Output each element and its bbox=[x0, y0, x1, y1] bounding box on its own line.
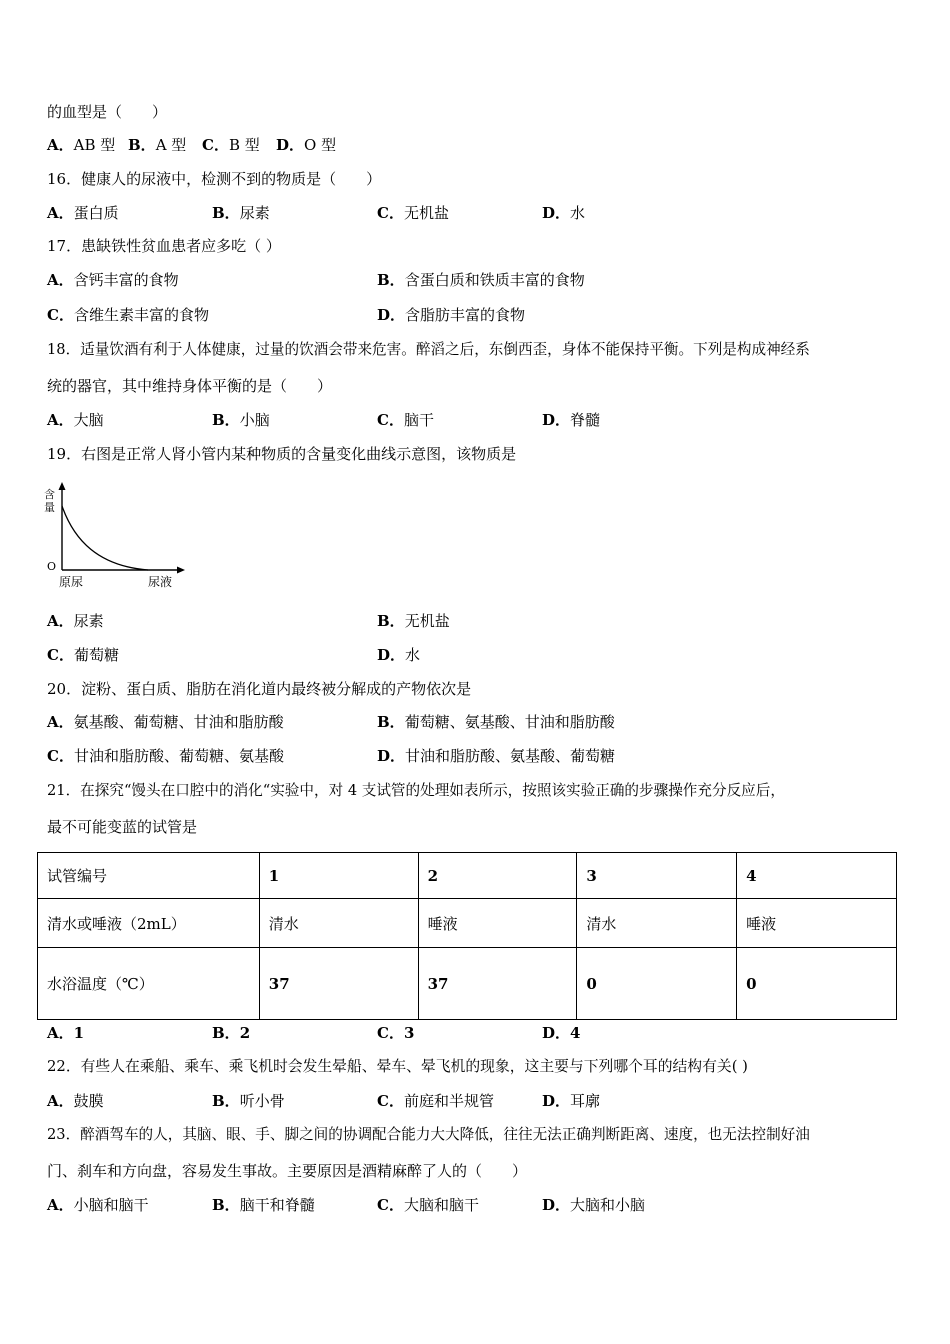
q18-option-a: A．大脑 bbox=[47, 411, 104, 429]
q21-option-a: A．1 bbox=[47, 1024, 85, 1042]
q21-option-c: C．3 bbox=[377, 1024, 415, 1042]
q18-option-c: C．脑干 bbox=[377, 411, 434, 429]
q19-option-a: A．尿素 bbox=[47, 612, 104, 630]
q21-stem-line1: 21．在探究“馒头在口腔中的消化“实验中，对 4 支试管的处理如表所示，按照该实验正确的步骤操作充分反应后， bbox=[47, 782, 785, 799]
q16-stem: 16．健康人的尿液中，检测不到的物质是（ ） bbox=[47, 170, 382, 188]
q23-stem-line2: 门、刹车和方向盘，容易发生事故。主要原因是酒精麻醉了人的（ ） bbox=[47, 1162, 528, 1180]
q19-stem: 19．右图是正常人肾小管内某种物质的含量变化曲线示意图，该物质是 bbox=[47, 445, 517, 463]
table-cell: 0 bbox=[577, 948, 737, 1020]
q23-option-c: C．大脑和脑干 bbox=[377, 1196, 479, 1214]
q17-stem: 17．患缺铁性贫血患者应多吃（ ） bbox=[47, 237, 281, 255]
table-cell: 水浴温度（℃） bbox=[38, 948, 260, 1020]
x-label-start: 原尿 bbox=[59, 575, 84, 589]
q18-stem-line1: 18．适量饮酒有利于人体健康，过量的饮酒会带来危害。醉滔之后，东倒西歪，身体不能保持平衡。下列是构成神经系 bbox=[47, 341, 810, 358]
q15-option-d: D．O 型 bbox=[276, 136, 337, 154]
table-cell: 2 bbox=[418, 853, 577, 899]
q15-option-c: C．B 型 bbox=[202, 136, 260, 154]
q23-stem-line1: 23．醉酒驾车的人，其脑、眼、手、脚之间的协调配合能力大大降低，往往无法正确判断距离、速度，也无法控制好油 bbox=[47, 1126, 810, 1143]
q20-stem: 20．淀粉、蛋白质、脂肪在消化道内最终被分解成的产物依次是 bbox=[47, 680, 472, 698]
q20-option-d: D．甘油和脂肪酸、氨基酸、葡萄糖 bbox=[377, 747, 616, 765]
q16-option-d: D．水 bbox=[542, 204, 586, 222]
q21-option-b: B．2 bbox=[212, 1024, 251, 1042]
table-cell: 试管编号 bbox=[38, 853, 260, 899]
table-cell: 0 bbox=[737, 948, 897, 1020]
table-cell: 清水或唾液（2mL） bbox=[38, 899, 260, 948]
q17-option-c: C．含维生素丰富的食物 bbox=[47, 306, 209, 324]
q16-option-a: A．蛋白质 bbox=[47, 204, 119, 222]
q20-option-c: C．甘油和脂肪酸、葡萄糖、氨基酸 bbox=[47, 747, 284, 765]
q18-stem-line2: 统的器官，其中维持身体平衡的是（ ） bbox=[47, 377, 333, 395]
q22-option-d: D．耳廓 bbox=[542, 1092, 601, 1110]
q22-stem: 22．有些人在乘船、乘车、乘飞机时会发生晕船、晕车、晕飞机的现象，这主要与下列哪个耳的结构有关( ) bbox=[47, 1058, 748, 1075]
y-label-2: 量 bbox=[44, 501, 55, 514]
table-cell: 唾液 bbox=[418, 899, 577, 948]
q23-option-b: B．脑干和脊髓 bbox=[212, 1196, 315, 1214]
table-cell: 唾液 bbox=[737, 899, 897, 948]
table-cell: 3 bbox=[577, 853, 737, 899]
q17-option-d: D．含脂肪丰富的食物 bbox=[377, 306, 526, 324]
table-row bbox=[38, 853, 897, 899]
q17-option-b: B．含蛋白质和铁质丰富的食物 bbox=[377, 271, 585, 289]
content-curve bbox=[62, 506, 148, 570]
q19-option-d: D．水 bbox=[377, 646, 421, 664]
q16-option-b: B．尿素 bbox=[212, 204, 270, 222]
x-axis-arrow-icon bbox=[177, 567, 185, 574]
q15-option-a: A．AB 型 bbox=[47, 136, 116, 154]
q22-option-b: B．听小骨 bbox=[212, 1092, 285, 1110]
table-cell: 37 bbox=[418, 948, 577, 1020]
q22-option-a: A．鼓膜 bbox=[47, 1092, 104, 1110]
table-cell: 清水 bbox=[577, 899, 737, 948]
origin-label: O bbox=[47, 560, 57, 573]
q15-option-b: B．A 型 bbox=[128, 136, 187, 154]
q23-option-d: D．大脑和小脑 bbox=[542, 1196, 646, 1214]
q20-option-b: B．葡萄糖、氨基酸、甘油和脂肪酸 bbox=[377, 713, 615, 731]
table-cell: 1 bbox=[259, 853, 418, 899]
q18-option-b: B．小脑 bbox=[212, 411, 270, 429]
y-label-1: 含 bbox=[44, 488, 55, 501]
x-label-end: 尿液 bbox=[148, 575, 173, 589]
y-axis-arrow-icon bbox=[59, 482, 66, 490]
table-cell: 37 bbox=[259, 948, 418, 1020]
q19-option-b: B．无机盐 bbox=[377, 612, 450, 630]
q23-option-a: A．小脑和脑干 bbox=[47, 1196, 149, 1214]
q21-option-d: D．4 bbox=[542, 1024, 581, 1042]
q15-stem-tail: 的血型是（ ） bbox=[47, 103, 168, 121]
q21-table bbox=[37, 852, 897, 1020]
q18-option-d: D．脊髓 bbox=[542, 411, 601, 429]
table-row bbox=[38, 899, 897, 948]
q16-option-c: C．无机盐 bbox=[377, 204, 449, 222]
q19-graph bbox=[40, 478, 190, 596]
table-row bbox=[38, 948, 897, 1020]
q19-option-c: C．葡萄糖 bbox=[47, 646, 119, 664]
q17-option-a: A．含钙丰富的食物 bbox=[47, 271, 179, 289]
q20-option-a: A．氨基酸、葡萄糖、甘油和脂肪酸 bbox=[47, 713, 284, 731]
q21-stem-line2: 最不可能变蓝的试管是 bbox=[47, 818, 198, 836]
table-cell: 清水 bbox=[259, 899, 418, 948]
table-cell: 4 bbox=[737, 853, 897, 899]
q22-option-c: C．前庭和半规管 bbox=[377, 1092, 494, 1110]
